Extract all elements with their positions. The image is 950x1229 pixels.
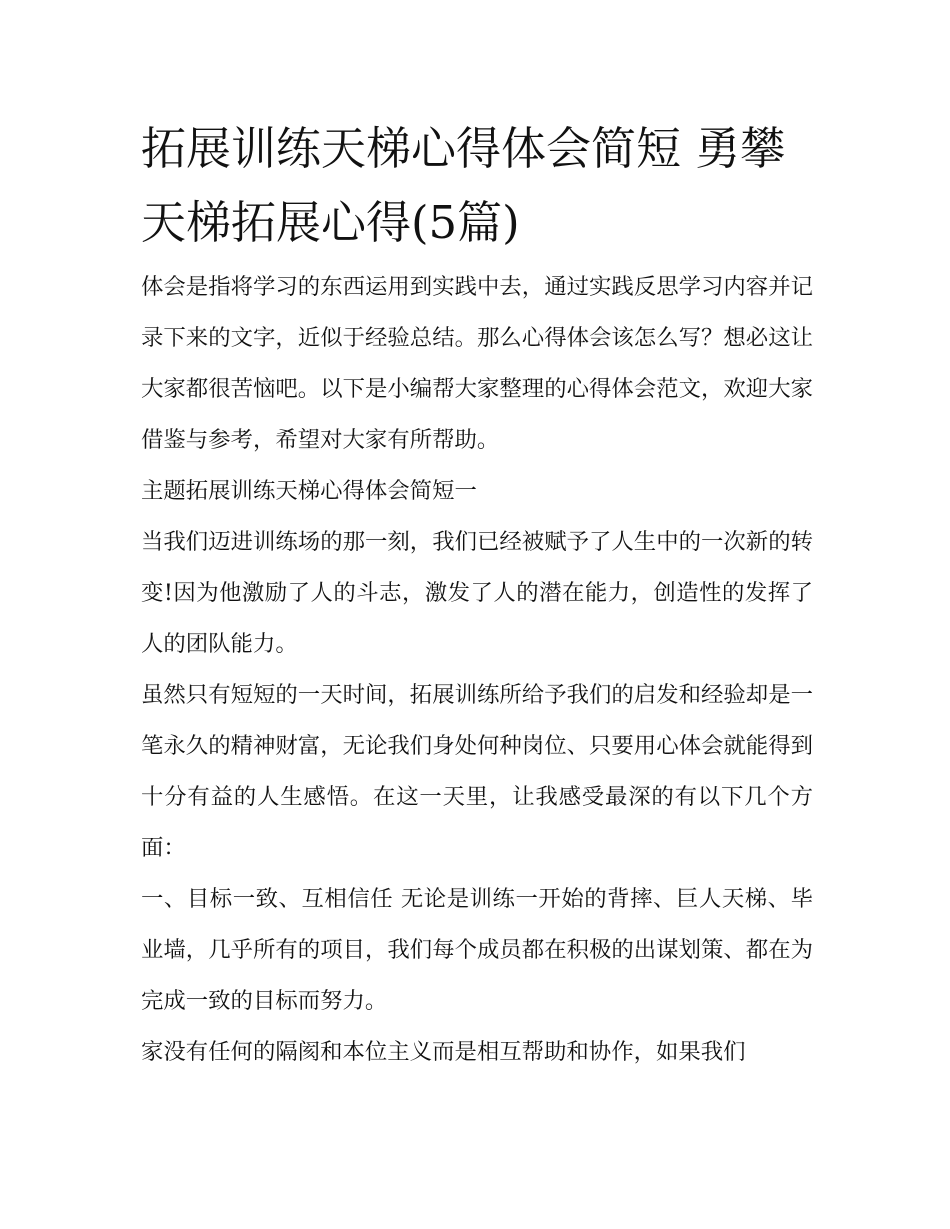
body-paragraph: 虽然只有短短的一天时间，拓展训练所给予我们的启发和经验却是一笔永久的精神财富，无论我们身处何种岗位、只要用心体会就能得到十分有益的人生感悟。在这一天里，让我感受最深的有以下几个方面：	[141, 682, 813, 861]
section-heading: 主题拓展训练天梯心得体会简短一	[141, 478, 477, 504]
body-paragraph: 家没有任何的隔阂和本位主义而是相互帮助和协作，如果我们	[141, 1039, 746, 1065]
document-title: 拓展训练天梯心得体会简短 勇攀天梯拓展心得(5篇)	[141, 122, 786, 249]
body-paragraph: 当我们迈进训练场的那一刻，我们已经被赋予了人生中的一次新的转变!因为他激励了人的斗志，激发了人的潜在能力，创造性的发挥了人的团队能力。	[141, 529, 813, 657]
body-paragraph: 一、目标一致、互相信任 无论是训练一开始的背摔、巨人天梯、毕业墙，几乎所有的项目，我们每个成员都在积极的出谋划策、都在为完成一致的目标而努力。	[141, 886, 813, 1014]
document-body	[141, 112, 813, 1078]
intro-paragraph: 体会是指将学习的东西运用到实践中去，通过实践反思学习内容并记录下来的文字，近似于经验总结。那么心得体会该怎么写？想必这让大家都很苦恼吧。以下是小编帮大家整理的心得体会范文，欢迎大家借鉴与参考，希望对大家有所帮助。	[141, 274, 813, 453]
